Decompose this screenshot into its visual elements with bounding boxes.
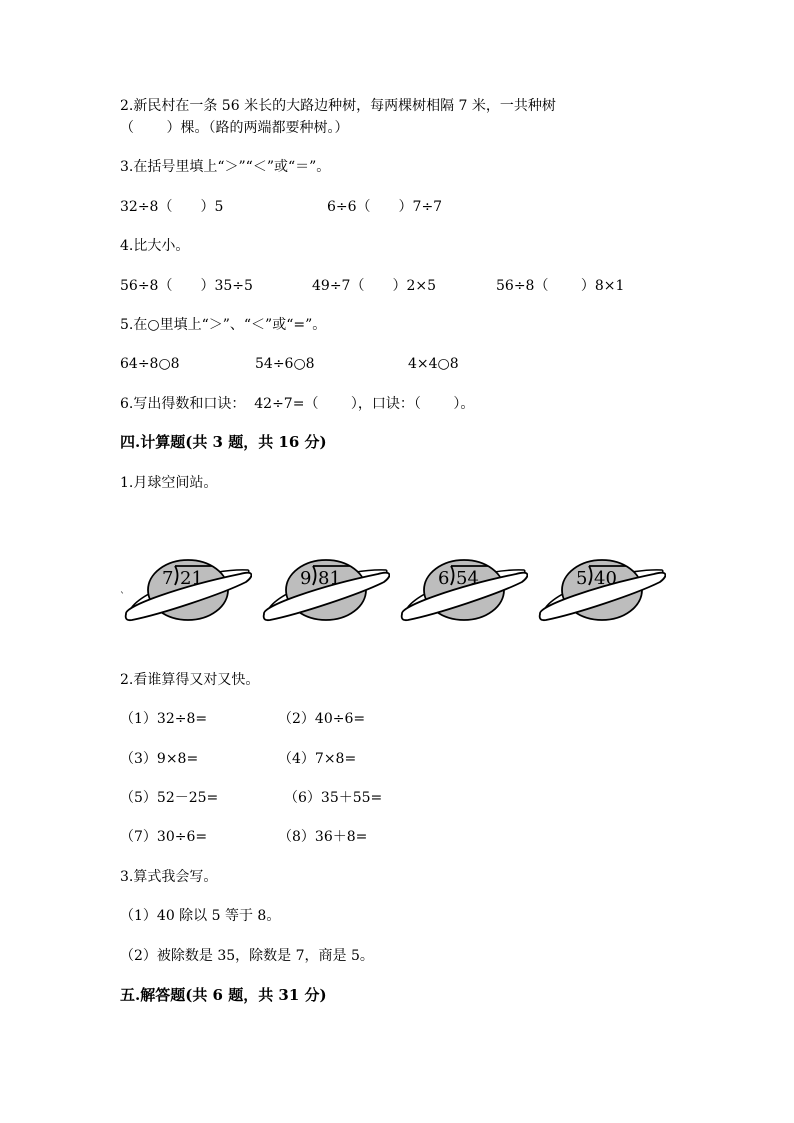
dividend-label: 54 xyxy=(456,568,479,589)
q6-line: 6.写出得数和口诀： 42÷7=（ ），口诀：（ ）。 xyxy=(120,396,475,412)
q5-title: 5.在○里填上“＞”、“＜”或“=”。 xyxy=(120,317,327,333)
section4-heading: 四.计算题(共 3 题，共 16 分) xyxy=(120,433,327,451)
q4-item-1: 56÷8（ ）35÷5 xyxy=(120,278,253,294)
divisor-label: 7 xyxy=(162,568,174,589)
s4-q2-item-1: （1）32÷8= xyxy=(120,711,208,727)
planet-3 xyxy=(398,548,528,632)
s4-q2-item-5: （5）52－25= xyxy=(120,790,219,806)
q5-item-2: 54÷6○8 xyxy=(255,356,315,372)
q4-title: 4.比大小。 xyxy=(120,238,190,254)
planet-4 xyxy=(536,548,666,632)
s4-q2-item-7: （7）30÷6= xyxy=(120,829,208,845)
dividend-label: 81 xyxy=(318,568,341,589)
q2-line2: （ ）棵。（路的两端都要种树。） xyxy=(120,120,349,136)
q4-item-3: 56÷8（ ）8×1 xyxy=(496,278,625,294)
planet-drawing xyxy=(398,548,528,632)
planet-2 xyxy=(260,548,390,632)
s4-q2-item-3: （3）9×8= xyxy=(120,751,199,767)
q3-item-2: 6÷6（ ）7÷7 xyxy=(327,199,443,215)
s4-q3-title: 3.算式我会写。 xyxy=(120,869,218,885)
q3-item-1: 32÷8（ ）5 xyxy=(120,199,224,215)
s4-q3-item-2: （2）被除数是 35，除数是 7，商是 5。 xyxy=(120,948,374,964)
planet-1 xyxy=(122,548,252,632)
stray-mark: ` xyxy=(120,592,125,603)
q5-item-3: 4×4○8 xyxy=(408,356,459,372)
s4-q1-title: 1.月球空间站。 xyxy=(120,475,218,491)
s4-q2-item-2: （2）40÷6= xyxy=(278,711,366,727)
q5-item-1: 64÷8○8 xyxy=(120,356,180,372)
divisor-label: 6 xyxy=(438,568,450,589)
s4-q3-item-1: （1）40 除以 5 等于 8。 xyxy=(120,908,281,924)
dividend-label: 40 xyxy=(594,568,617,589)
planet-drawing xyxy=(260,548,390,632)
planet-drawing xyxy=(536,548,666,632)
s4-q2-item-8: （8）36＋8= xyxy=(278,829,368,845)
s4-q2-title: 2.看谁算得又对又快。 xyxy=(120,672,260,688)
s4-q2-item-6: （6）35＋55= xyxy=(284,790,383,806)
s4-q2-item-4: （4）7×8= xyxy=(278,751,357,767)
dividend-label: 21 xyxy=(180,568,203,589)
q3-title: 3.在括号里填上“＞”“＜”或“＝”。 xyxy=(120,159,331,175)
planet-drawing xyxy=(122,548,252,632)
section5-heading: 五.解答题(共 6 题，共 31 分) xyxy=(120,986,327,1004)
divisor-label: 9 xyxy=(300,568,312,589)
q2-line1: 2.新民村在一条 56 米长的大路边种树，每两棵树相隔 7 米，一共种树 xyxy=(120,98,556,114)
divisor-label: 5 xyxy=(576,568,588,589)
q4-item-2: 49÷7（ ）2×5 xyxy=(312,278,436,294)
planet-illustrations xyxy=(118,548,668,632)
